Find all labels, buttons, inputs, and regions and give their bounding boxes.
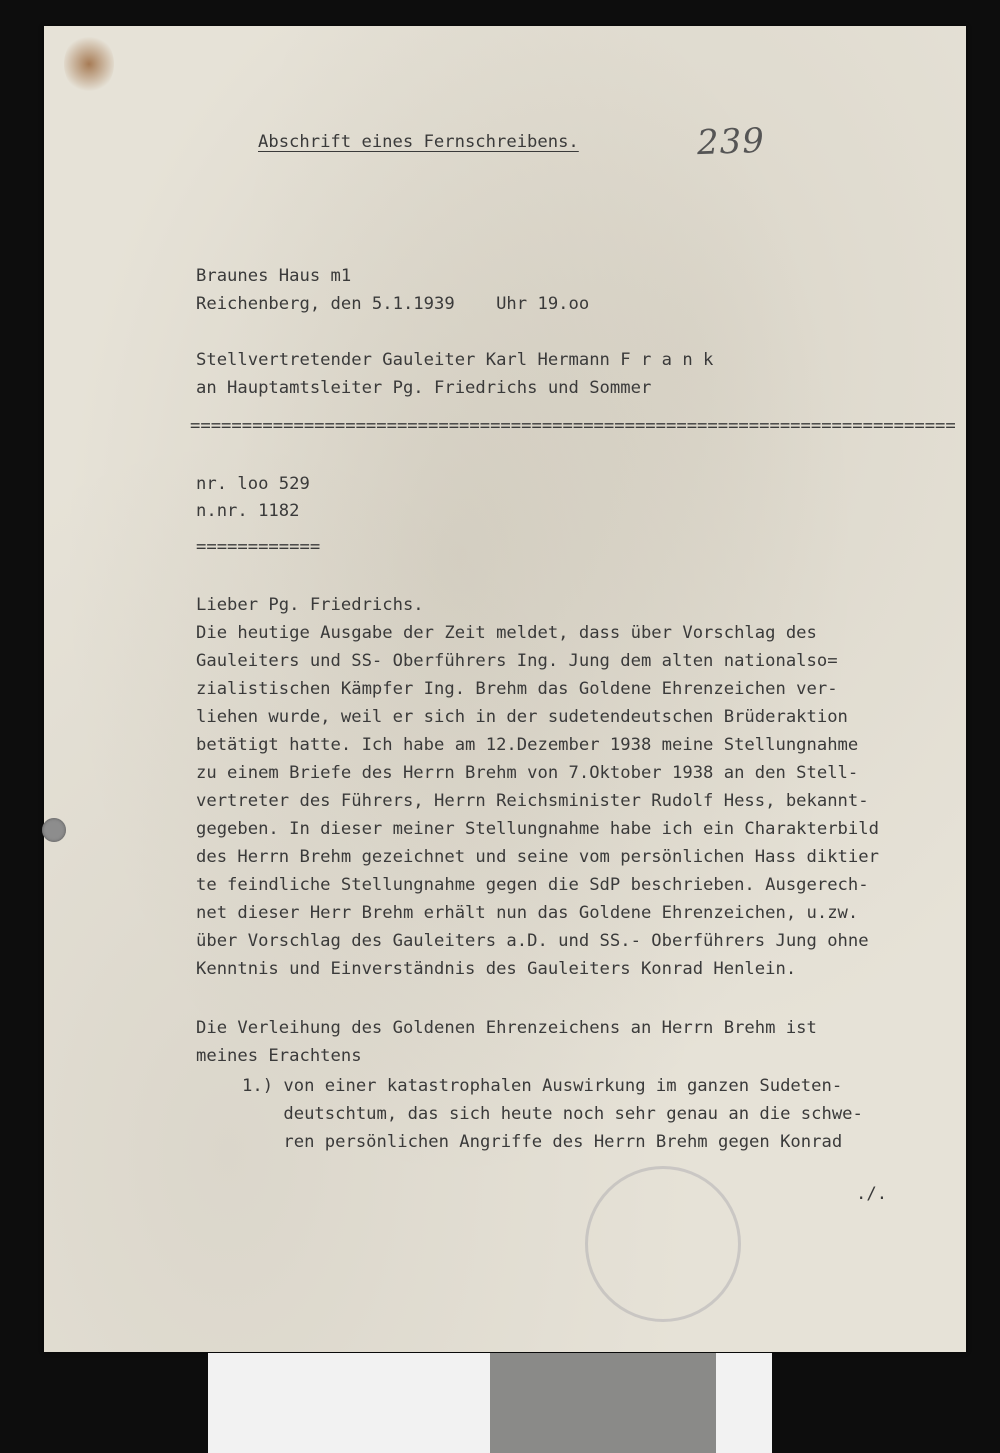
faded-stamp <box>585 1166 741 1322</box>
body-line: net dieser Herr Brehm erhält nun das Goldene Ehrenzeichen, u.zw. <box>196 903 859 923</box>
reference-number: n.nr. 1182 <box>196 501 300 521</box>
separator-short: ============ <box>196 537 321 557</box>
paragraph-line: meines Erachtens <box>196 1046 362 1066</box>
separator-long: ========================================================================== <box>190 416 956 436</box>
body-line: gegeben. In dieser meiner Stellungnahme habe ich ein Charakterbild <box>196 819 879 839</box>
body-line: Gauleiters und SS- Oberführers Ing. Jung dem alten nationalso= <box>196 651 838 671</box>
reference-number: nr. loo 529 <box>196 474 310 494</box>
document-heading: Abschrift eines Fernschreibens. <box>258 132 579 152</box>
body-line: te feindliche Stellungnahme gegen die SdP beschrieben. Ausgerech- <box>196 875 869 895</box>
page-number: 239 <box>696 120 766 164</box>
body-line: des Herrn Brehm gezeichnet und seine vom persönlichen Hass diktier <box>196 847 879 867</box>
body-line: Die heutige Ausgabe der Zeit meldet, dass über Vorschlag des <box>196 623 817 643</box>
list-item-line: ren persönlichen Angriffe des Herrn Brehm gegen Konrad <box>242 1132 843 1152</box>
color-calibration-grey <box>490 1353 716 1453</box>
rust-stain <box>64 34 114 94</box>
paragraph-line: Die Verleihung des Goldenen Ehrenzeichens an Herrn Brehm ist <box>196 1018 817 1038</box>
body-line: zialistischen Kämpfer Ing. Brehm das Goldene Ehrenzeichen ver- <box>196 679 838 699</box>
body-line: liehen wurde, weil er sich in der sudetendeutschen Brüderaktion <box>196 707 848 727</box>
color-calibration-light <box>716 1353 772 1453</box>
list-item-line: 1.) von einer katastrophalen Auswirkung im ganzen Sudeten- <box>242 1076 843 1096</box>
sender-line: Stellvertretender Gauleiter Karl Hermann F r a n k <box>196 350 714 370</box>
body-line: Lieber Pg. Friedrichs. <box>196 595 424 615</box>
continuation-mark: ./. <box>856 1184 888 1204</box>
sender-line: an Hauptamtsleiter Pg. Friedrichs und Sommer <box>196 378 652 398</box>
body-line: betätigt hatte. Ich habe am 12.Dezember 1938 meine Stellungnahme <box>196 735 859 755</box>
list-item-line: deutschtum, das sich heute noch sehr genau an die schwe- <box>242 1104 863 1124</box>
body-line: vertreter des Führers, Herrn Reichsminister Rudolf Hess, bekannt- <box>196 791 869 811</box>
punch-hole <box>42 818 66 842</box>
header-line: Reichenberg, den 5.1.1939 Uhr 19.oo <box>196 294 590 314</box>
body-line: über Vorschlag des Gauleiters a.D. und SS.- Oberführers Jung ohne <box>196 931 869 951</box>
color-calibration-white <box>208 1353 490 1453</box>
header-line: Braunes Haus m1 <box>196 266 352 286</box>
body-line: Kenntnis und Einverständnis des Gauleiters Konrad Henlein. <box>196 959 797 979</box>
body-line: zu einem Briefe des Herrn Brehm von 7.Oktober 1938 an den Stell- <box>196 763 859 783</box>
